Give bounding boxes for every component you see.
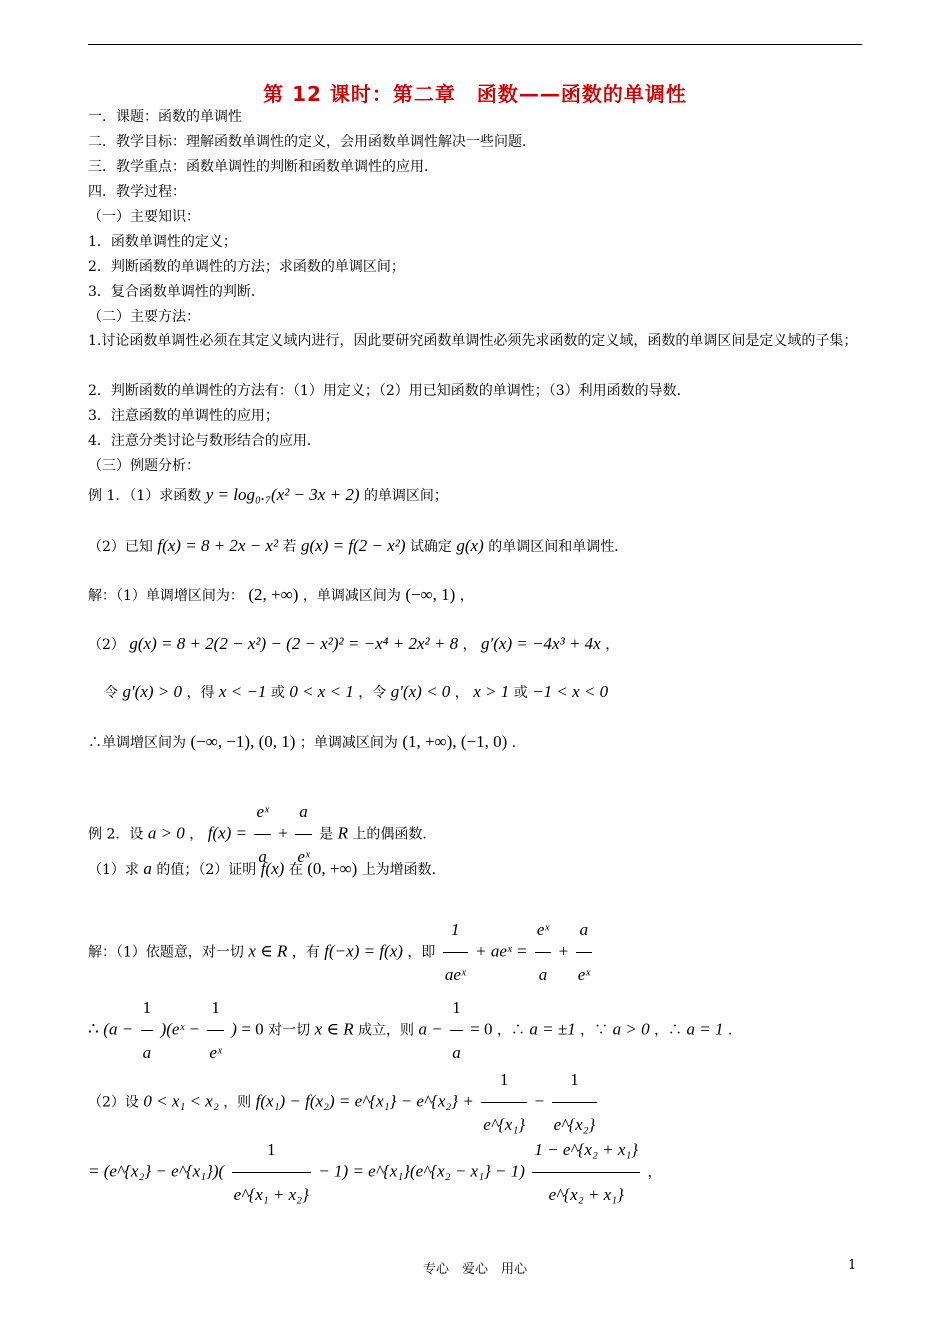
math: 0 < x₁ < x₂ (143, 1091, 219, 1111)
knowledge-item: 1．函数单调性的定义； (88, 234, 237, 250)
section-knowledge: （一）主要知识： (88, 209, 200, 225)
example1-solution2 (88, 635, 619, 654)
method-item: 3．注意函数的单调性的应用； (88, 408, 279, 424)
text: ， (605, 637, 620, 653)
text: 在 (288, 862, 303, 878)
math: x < −1 (218, 682, 267, 701)
math: a = ±1 (529, 1019, 576, 1039)
text: ． (511, 735, 526, 751)
section-examples: （三）例题分析： (88, 458, 200, 474)
example2-solution4 (88, 1128, 662, 1217)
math: 0 < x < 1 (289, 682, 354, 701)
increasing-intervals: (−∞, −1), (0, 1) (190, 732, 296, 751)
math: a − (418, 1019, 443, 1039)
text: ，有 (291, 944, 320, 961)
text: ∴单调增区间为 (88, 735, 186, 751)
example1-question1 (88, 486, 448, 505)
fraction (576, 908, 592, 997)
text: 的单调区间和单调性． (488, 539, 629, 555)
denominator: a (142, 1043, 152, 1062)
g-derivative: g′(x) = −4x³ + 4x (481, 634, 601, 653)
math: R (337, 823, 348, 843)
numerator: 1 (141, 986, 154, 1031)
text: ，得 (186, 685, 215, 701)
text: ， (189, 826, 204, 843)
denominator: eˣ (577, 965, 591, 984)
fraction (532, 1128, 640, 1217)
text: ， (459, 588, 474, 604)
text: 解：（1）依题意，对一切 (88, 944, 244, 961)
text: ，令 (358, 685, 387, 701)
topic-line: 一．课题：函数的单调性 (88, 109, 242, 125)
denominator: e^{x₁} (483, 1115, 526, 1134)
method-item: 2．判断函数的单调性的方法有：（1）用定义；（2）用已知函数的单调性；（3）利用函数的导数． (88, 383, 691, 399)
math: x ∈ R (314, 1019, 354, 1039)
example2-label: 例 2．设 (88, 826, 144, 843)
text: （1）求 (88, 862, 139, 878)
footer-text: 专心 爱心 用心 (422, 1262, 527, 1277)
derivative-positive: g′(x) > 0 (122, 682, 183, 701)
text: 上为增函数． (361, 862, 446, 878)
text: 的单调区间； (363, 488, 448, 504)
denominator: a (452, 1043, 461, 1062)
text: ，则 (223, 1094, 252, 1111)
header-rule (88, 44, 862, 45)
text: 成立，则 (358, 1022, 415, 1039)
knowledge-item: 2．判断函数的单调性的方法；求函数的单调区间； (88, 259, 405, 275)
math: + (558, 941, 569, 961)
text: （2）已知 (88, 539, 153, 555)
math: (0, +∞) (307, 859, 358, 878)
math: + (278, 823, 288, 843)
text: 上的偶函数． (352, 826, 437, 843)
math: + aeˣ = (475, 941, 528, 961)
page-title: 第 12 课时：第二章 函数——函数的单调性 (263, 82, 687, 106)
math: ∴ (88, 1019, 99, 1039)
numerator: eˣ (535, 908, 551, 953)
text: 或 (270, 685, 285, 701)
numerator: 1 (481, 1058, 527, 1103)
text: ， (454, 685, 469, 701)
numerator: 1 (450, 986, 463, 1031)
math: a (143, 859, 152, 878)
math: = 0 (470, 1019, 493, 1039)
math: a > 0 (147, 823, 185, 843)
text: 或 (513, 685, 528, 701)
focus-line: 三．教学重点：函数单调性的判断和函数单调性的应用． (88, 159, 438, 175)
math: a > 0 (612, 1019, 650, 1039)
example2-solution1 (88, 908, 595, 997)
derivative-negative: g′(x) < 0 (390, 682, 451, 701)
denominator: e^{x₂ + x₁} (548, 1185, 624, 1204)
math: x > 1 (473, 682, 510, 701)
example1-label: 例 1．（1）求函数 (88, 488, 202, 504)
text: ， (647, 1164, 662, 1181)
denominator: e^{x₁ + x₂} (233, 1185, 309, 1204)
text: ， (462, 637, 477, 653)
numerator: 1 (232, 1128, 311, 1173)
text: ，∴ (496, 1022, 525, 1039)
text: （2）设 (88, 1094, 139, 1111)
numerator: eˣ (254, 790, 270, 835)
denominator: e^{x₂} (553, 1115, 596, 1134)
denominator: a (538, 965, 548, 984)
fraction (535, 908, 551, 997)
fraction (232, 1128, 311, 1217)
text: ，∴ (654, 1022, 683, 1039)
text: 试确定 (409, 539, 452, 555)
fraction (443, 908, 468, 997)
math: (a − (103, 1019, 134, 1039)
denominator: a (258, 847, 267, 866)
example2-questions (88, 860, 446, 879)
text: 的值；（2）证明 (156, 862, 257, 878)
text: 若 (282, 539, 297, 555)
method-item: 4．注意分类讨论与数形结合的应用． (88, 433, 321, 449)
math: − (534, 1091, 545, 1111)
example1-question2 (88, 537, 628, 556)
example1-solution1 (88, 586, 474, 605)
math: f(x) = (207, 823, 248, 843)
g-expansion: g(x) = 8 + 2(2 − x²) − (2 − x²)² = −x⁴ + 2x² + 8 (129, 634, 459, 653)
section-methods: （二）主要方法： (88, 309, 200, 325)
numerator: a (576, 908, 592, 953)
text: 令 (104, 685, 118, 701)
math: ) (231, 1019, 237, 1039)
numerator: 1 − e^{x₂ + x₁} (532, 1128, 640, 1173)
math: f(−x) = f(x) (324, 941, 403, 961)
math: − 1) = e^{x₁}(e^{x₂ − x₁} − 1) (318, 1161, 525, 1181)
text: ，单调减区间为 (302, 588, 401, 604)
decreasing-intervals: (1, +∞), (−1, 0) (402, 732, 508, 751)
decreasing-interval: (−∞, 1) (405, 585, 456, 604)
text: （2） (88, 637, 125, 653)
numerator: 1 (443, 908, 468, 953)
text: 对一切 (268, 1022, 311, 1039)
math: x ∈ R (248, 941, 288, 961)
math: )(eˣ − (160, 1019, 200, 1039)
page-number: 1 (848, 1258, 857, 1273)
increasing-interval: (2, +∞) (248, 585, 299, 604)
denominator: aeˣ (444, 965, 466, 984)
denominator: eˣ (297, 847, 310, 866)
math: a = 1 (686, 1019, 724, 1039)
numerator: a (295, 790, 311, 835)
numerator: 1 (207, 986, 223, 1031)
math: f(x) (260, 859, 285, 878)
denominator: eˣ (209, 1043, 222, 1062)
text: ． (727, 1022, 742, 1039)
g-formula: g(x) = f(2 − x²) (300, 536, 406, 555)
text: 是 (319, 826, 334, 843)
math: = (e^{x₂} − e^{x₁})( (88, 1161, 225, 1181)
goal-line: 二．教学目标：理解函数单调性的定义，会用函数单调性解决一些问题． (88, 134, 536, 150)
f-formula: f(x) = 8 + 2x − x² (157, 536, 279, 555)
numerator: 1 (552, 1058, 598, 1103)
math: = 0 (241, 1019, 264, 1039)
text: 解：（1）单调增区间为： (88, 588, 244, 604)
log-formula: y = log₀.₇(x² − 3x + 2) (205, 485, 360, 504)
text: ，即 (407, 944, 436, 961)
example1-solution3 (104, 683, 608, 702)
example1-conclusion (88, 733, 526, 752)
math: f(x₁) − f(x₂) = e^{x₁} − e^{x₂} + (255, 1091, 474, 1111)
math: −1 < x < 0 (532, 682, 609, 701)
text: ，∵ (580, 1022, 609, 1039)
text: ；单调减区间为 (299, 735, 398, 751)
g-symbol: g(x) (456, 536, 484, 555)
process-line: 四．教学过程： (88, 184, 186, 200)
method-item: 1.讨论函数单调性必须在其定义域内进行，因此要研究函数单调性必须先求函数的定义域，函数的单调区间是定义域的子集； (88, 333, 858, 349)
knowledge-item: 3．复合函数单调性的判断． (88, 284, 265, 300)
